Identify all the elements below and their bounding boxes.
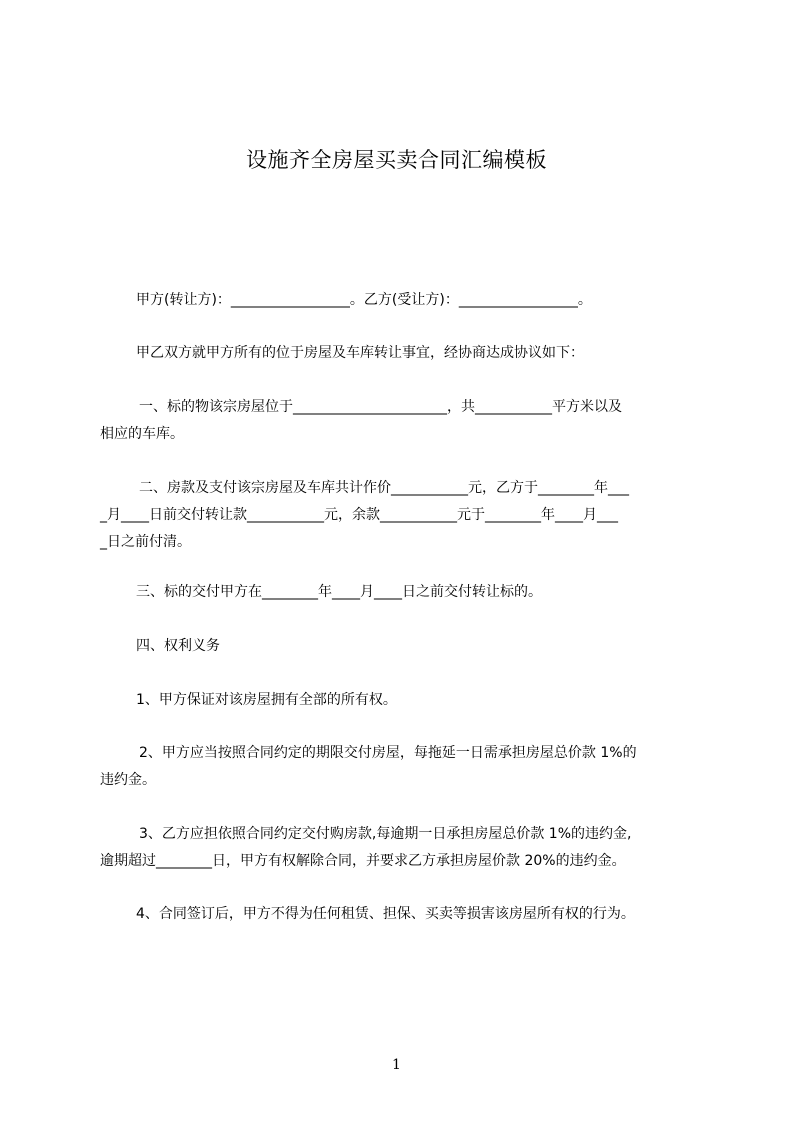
obligation-item-2-line-1: 2、甲方应当按照合同约定的期限交付房屋，每拖延一日需承担房屋总价款 1%的 xyxy=(139,745,637,761)
paragraph-preamble: 甲乙双方就甲方所有的位于房屋及车库转让事宜，经协商达成协议如下： xyxy=(136,345,584,361)
obligation-item-1: 1、甲方保证对该房屋拥有全部的所有权。 xyxy=(136,692,397,708)
page-number: 1 xyxy=(392,1057,401,1073)
clause-rights-obligations-heading: 四、权利义务 xyxy=(136,638,220,654)
paragraph-parties: 甲方(转让方)：_________________。乙方(受让方)：_________________。 xyxy=(136,292,592,308)
document-title: 设施齐全房屋买卖合同汇编模板 xyxy=(246,148,547,172)
clause-payment-line-1: 二、房款及支付该宗房屋及车库共计作价___________元，乙方于________年___ xyxy=(139,480,629,496)
clause-delivery: 三、标的交付甲方在________年____月____日之前交付转让标的。 xyxy=(136,584,542,600)
clause-subject-matter-line-1: 一、标的物该宗房屋位于______________________，共___________平方米以及 xyxy=(139,399,622,415)
clause-payment-line-3: _日之前付清。 xyxy=(100,534,191,550)
clause-payment-line-2: _月____日前交付转让款___________元，余款___________元于________年____月___ xyxy=(100,507,618,523)
obligation-item-3-line-1: 3、乙方应担依照合同约定交付购房款,每逾期一日承担房屋总价款 1%的违约金, xyxy=(139,826,632,842)
obligation-item-4: 4、合同签订后，甲方不得为任何租赁、担保、买卖等损害该房屋所有权的行为。 xyxy=(136,906,635,922)
obligation-item-3-line-2: 逾期超过________日，甲方有权解除合同，并要求乙方承担房屋价款 20%的违约金。 xyxy=(100,853,626,869)
clause-subject-matter-line-2: 相应的车库。 xyxy=(100,426,184,442)
obligation-item-2-line-2: 违约金。 xyxy=(100,772,156,788)
